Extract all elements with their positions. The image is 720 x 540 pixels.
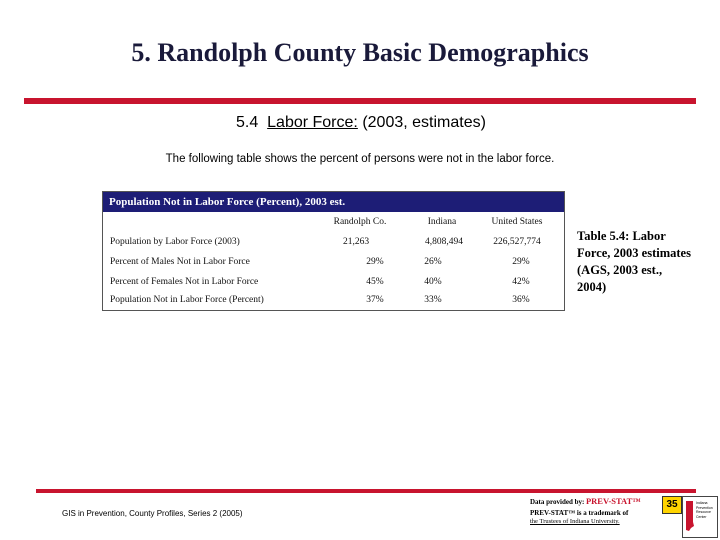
row-label: Population Not in Labor Force (Percent) [110,295,264,305]
cell-indiana: 40% [424,277,442,287]
cell-randolph: 37% [366,295,384,305]
section-topic: Labor Force: [267,114,358,131]
column-header: Indiana [427,217,457,227]
cell-randolph: 45% [366,277,384,287]
cell-indiana: 26% [424,257,442,267]
row-label: Percent of Males Not in Labor Force [110,257,250,267]
row-label: Percent of Females Not in Labor Force [110,277,259,287]
cell-us: 36% [512,295,530,305]
cell-indiana: 33% [424,295,442,305]
table-heading: Population Not in Labor Force (Percent), 2003 est. [103,192,564,212]
ipcr-logo [682,496,718,538]
section-subtitle [236,114,486,132]
page-title: 5. Randolph County Basic Demographics [131,38,589,67]
page-number: 35 [662,496,682,514]
top-divider [24,98,696,104]
cell-indiana: 4,808,494 [425,237,463,247]
cell-us: 42% [512,277,530,287]
intro-text: The following table shows the percent of persons were not in the labor force. [165,153,555,165]
labor-force-table [102,191,565,311]
cell-us: 29% [512,257,530,267]
logo-text: Indiana Prevention Resource Center [696,501,713,519]
column-header: Randolph Co. [333,217,387,227]
credit-line-2: PREV-STAT™ is a trademark of [530,509,629,517]
cell-randolph: 29% [366,257,384,267]
column-header: United States [491,217,543,227]
cell-us: 226,527,774 [493,237,541,247]
cell-randolph: 21,263 [342,237,370,247]
section-qualifier: (2003, estimates) [362,114,486,131]
footer-series: GIS in Prevention, County Profiles, Series 2 (2005) [62,509,243,518]
bottom-divider [36,489,696,493]
credit-brand: PREV-STAT™ [585,496,641,506]
credit-prefix: Data provided by: [530,498,585,506]
indiana-map-icon [685,500,695,532]
section-number: 5.4 [236,114,259,131]
data-credit [530,497,680,526]
row-label: Population by Labor Force (2003) [110,237,240,247]
credit-line-3: the Trustees of Indiana University. [530,518,620,525]
table-caption: Table 5.4: Labor Force, 2003 estimates (AGS, 2003 est., 2004) [577,229,691,294]
